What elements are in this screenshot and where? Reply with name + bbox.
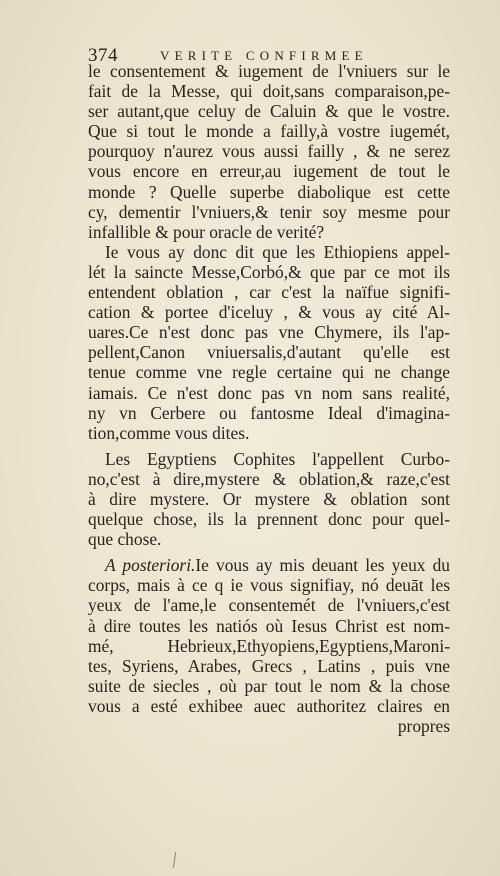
text-line: [88, 101, 450, 121]
page-mark: [173, 852, 176, 868]
text-line: [88, 121, 450, 141]
line-text: cation & portee d'iceluy , & vous ay cité Al-: [88, 302, 450, 323]
line-text: propres: [397, 716, 450, 736]
line-text: tenue comme vne regle certaine qui ne change: [88, 362, 450, 383]
text-line: [88, 141, 450, 161]
text-line: [88, 61, 450, 81]
text-line: [88, 449, 450, 469]
text-line: [88, 161, 450, 181]
text-line: [88, 676, 450, 696]
line-text: monde ? Quelle superbe diabolique est cette: [88, 181, 450, 202]
line-text: tion,comme vous dites.: [88, 422, 250, 443]
running-title: VERITE CONFIRMEE: [160, 48, 368, 63]
body-text: [88, 61, 450, 736]
line-text: à dire toutes les natiós où Iesus Christ est nom-: [88, 615, 450, 636]
text-line: [88, 322, 450, 342]
text-line: [88, 342, 450, 362]
text-line: [88, 222, 450, 242]
text-line: [88, 616, 450, 636]
line-text: le consentement & iugement de l'vniuers sur le: [88, 61, 450, 81]
page-number: 374: [88, 45, 118, 66]
text-line: [88, 423, 450, 443]
line-text: iamais. Ce n'est donc pas vn nom sans realité,: [88, 382, 450, 403]
line-text: Ie vous ay mis deuant les yeux du: [195, 555, 450, 576]
text-line: [88, 262, 450, 282]
text-line: [88, 656, 450, 676]
line-text: ny vn Cerbere ou fantosme Ideal d'imagina-: [88, 402, 450, 423]
text-line: [88, 383, 450, 403]
line-text: ser autant,que celuy de Caluin & que le vostre.: [88, 101, 450, 122]
line-text: infallible & pour oracle de verité?: [88, 221, 325, 242]
catchword: [88, 716, 450, 736]
line-text: no,c'est à dire,mystere & oblation,& raze,c'est: [88, 468, 450, 489]
text-line: [88, 575, 450, 595]
text-line: [88, 362, 450, 382]
line-text: tes, Syriens, Arabes, Grecs , Latins , puis vne: [88, 655, 450, 676]
text-line: [88, 636, 450, 656]
line-text: lét la saincte Messe,Corbó,& que par ce mot ils: [88, 261, 450, 282]
text-line: [88, 242, 450, 262]
text-line: [88, 182, 450, 202]
line-text: à dire mystere. Or mystere & oblation sont: [88, 488, 450, 509]
line-text: Ie vous ay donc dit que les Ethiopiens appel-: [105, 241, 450, 262]
text-line: [88, 529, 450, 549]
line-text: suite de siecles , où par tout le nom & la chose: [88, 675, 450, 696]
text-line: [88, 469, 450, 489]
line-text: mé, Hebrieux,Ethyopiens,Egyptiens,Maroni-: [88, 635, 450, 656]
line-text: corps, mais à ce q ie vous signifiay, nó deuāt les: [88, 575, 450, 596]
text-line: [88, 282, 450, 302]
line-text: Que si tout le monde a failly,à vostre iugemét,: [88, 121, 450, 142]
text-line: [88, 81, 450, 101]
text-line: [88, 509, 450, 529]
text-line: [88, 302, 450, 322]
line-text: fait de la Messe, qui doit,sans comparaison,pe-: [88, 81, 450, 102]
line-text: quelque chose, ils la prennent donc pour quel-: [88, 509, 450, 530]
line-text: vous a esté exhibee auec authoritez claires en: [88, 695, 450, 716]
line-text: Les Egyptiens Cophites l'appellent Curbo-: [105, 448, 450, 469]
line-text: vous encore en erreur,au iugement de tout le: [88, 161, 450, 182]
line-text: entendent oblation , car c'est la naïfue signifi-: [88, 282, 450, 303]
line-text: yeux de l'ame,le consentemét de l'vniuers,c'est: [88, 595, 450, 616]
line-text: pellent,Canon vniuersalis,d'autant qu'elle est: [88, 342, 450, 363]
text-line: [88, 202, 450, 222]
line-text: cy, dementir l'vniuers,& tenir soy mesme pour: [88, 201, 450, 222]
text-line: [88, 403, 450, 423]
line-text: pourquoy n'aurez vous aussi failly , & ne serez: [88, 141, 450, 162]
text-line: [88, 555, 450, 575]
text-line: [88, 489, 450, 509]
line-text: uares.Ce n'est donc pas vne Chymere, ils l'ap-: [88, 322, 450, 343]
text-line: [88, 595, 450, 615]
marginal-lead: A posteriori.: [105, 555, 196, 576]
line-text: que chose.: [88, 529, 162, 550]
text-line: [88, 696, 450, 716]
